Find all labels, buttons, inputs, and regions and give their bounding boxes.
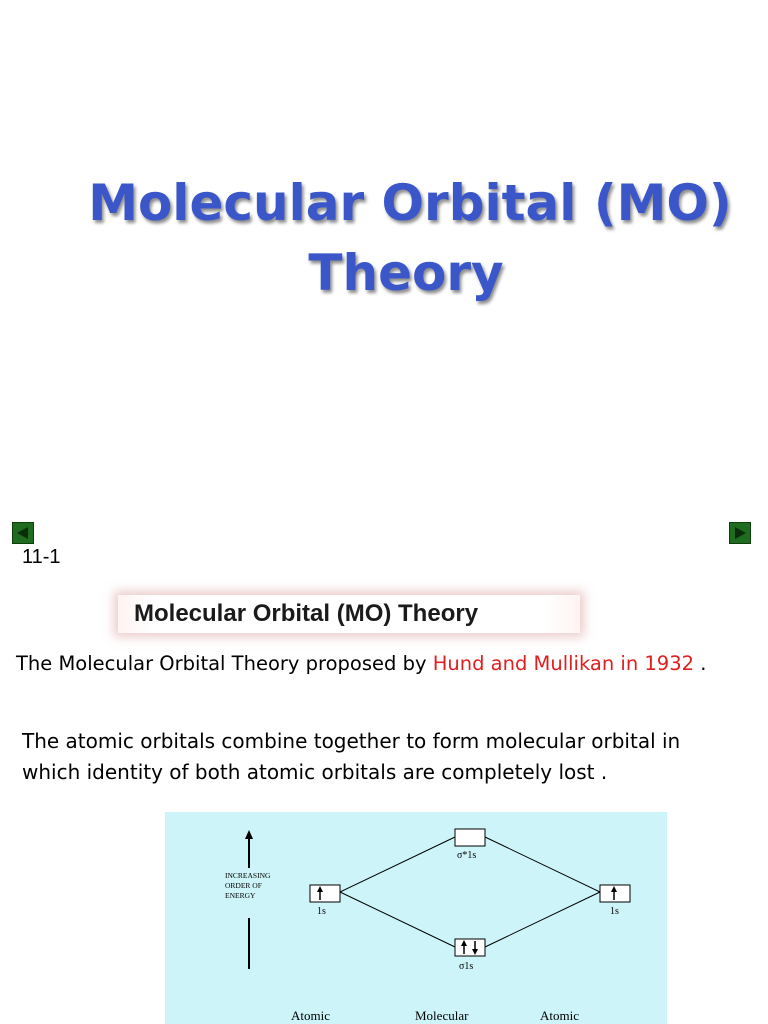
energy-label-line2: ORDER OF bbox=[225, 881, 262, 890]
right-orbital-label: 1s bbox=[610, 906, 619, 917]
intro-text: The Molecular Orbital Theory proposed by bbox=[16, 652, 433, 675]
triangle-left-icon bbox=[13, 523, 33, 543]
column-middle-label: Molecular bbox=[415, 1008, 469, 1023]
antibonding-orbital-box bbox=[455, 829, 485, 846]
antibonding-label: σ*1s bbox=[457, 850, 477, 861]
right-atomic-orbital-box bbox=[600, 885, 630, 902]
left-to-bonding-line bbox=[340, 892, 455, 947]
right-to-antibonding-line bbox=[485, 837, 600, 892]
intro-suffix: . bbox=[694, 652, 707, 675]
previous-slide-button[interactable] bbox=[12, 522, 34, 544]
energy-label-line1: INCREASING bbox=[225, 871, 271, 880]
section-heading: Molecular Orbital (MO) Theory bbox=[118, 595, 580, 633]
right-to-bonding-line bbox=[485, 892, 600, 947]
column-right-label: Atomic bbox=[540, 1008, 579, 1023]
mo-energy-diagram bbox=[165, 812, 667, 1024]
slide-title bbox=[60, 168, 760, 308]
left-to-antibonding-line bbox=[340, 837, 455, 892]
column-left-label: Atomic bbox=[291, 1008, 330, 1023]
left-atomic-orbital-box bbox=[310, 885, 340, 902]
next-slide-button[interactable] bbox=[729, 522, 751, 544]
energy-arrow-head-icon bbox=[245, 830, 253, 839]
left-orbital-label: 1s bbox=[317, 906, 326, 917]
explanation-paragraph: The atomic orbitals combine together to form molecular orbital in which identity of both atomic orbitals are completely lost . bbox=[22, 729, 681, 784]
slide-title-line1: Molecular Orbital (MO) bbox=[88, 174, 732, 232]
mo-diagram-svg bbox=[165, 812, 667, 1024]
triangle-right-icon bbox=[730, 523, 750, 543]
intro-paragraph bbox=[16, 652, 706, 675]
energy-label-line3: ENERGY bbox=[225, 891, 256, 900]
bonding-label: σ1s bbox=[459, 961, 474, 972]
slide-number: 11-1 bbox=[22, 546, 61, 568]
intro-highlight: Hund and Mullikan in 1932 bbox=[432, 652, 695, 675]
bonding-orbital-box bbox=[455, 939, 485, 956]
slide-title-line2: Theory bbox=[308, 244, 504, 302]
